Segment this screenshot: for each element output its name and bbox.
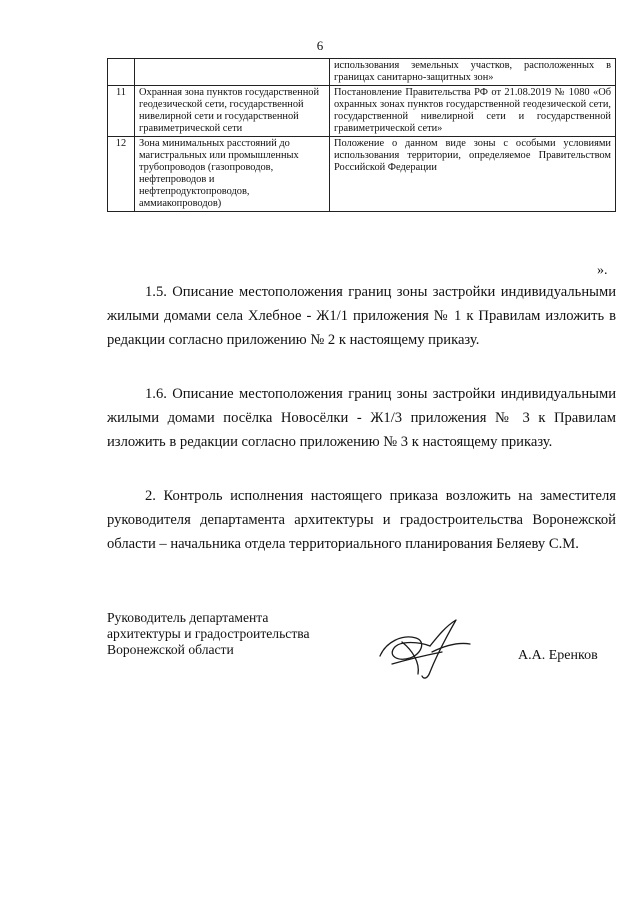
signatory-name: А.А. Еренков [518,648,598,663]
row-number: 11 [108,86,135,137]
paragraph-2-text: 2. Контроль исполнения настоящего приказа возложить на заместителя руководителя департамента архитектуры и градостроительства Воронежской области – начальника отдела территориального планирования Беляеву С.М. [107,488,616,552]
legal-basis-text: Постановление Правительства РФ от 21.08.2019 № 1080 «Об охранных зонах пунктов государственной геодезической сети, государственной нивелирной сети и государственной гравиметрической сети» [334,87,611,134]
zones-table [107,58,616,212]
legal-basis-text: использования земельных участков, расположенных в границах санитарно-защитных зон» [334,60,611,83]
row-number [108,59,135,86]
zone-name-cell: Охранная зона пунктов государственной геодезической сети, государственной нивелирной сети и государственной гравиметрической сети [135,86,330,137]
table-row [108,59,616,86]
legal-basis-cell [330,137,616,212]
signatory-position-line: Руководитель департамента [107,610,269,625]
paragraph-1-5-text: 1.5. Описание местоположения границ зоны застройки индивидуальными жилыми домами села Хлебное - Ж1/1 приложения № 1 к Правилам изложить в редакции согласно приложению № 2 к настоящему приказу. [107,284,616,348]
paragraph-1-5 [107,280,616,352]
closing-quote: ». [597,263,608,278]
paragraph-1-6-text: 1.6. Описание местоположения границ зоны застройки индивидуальными жилыми домами посёлка Новосёлки - Ж1/3 приложения № 3 к Правилам изложить в редакции согласно приложению № 3 к настоящему приказу. [107,386,616,450]
legal-basis-text: Положение о данном виде зоны с особыми условиями использования территории, определяемое Правительством Российской Федерации [334,138,611,173]
legal-basis-cell [330,86,616,137]
row-number: 12 [108,137,135,212]
table-row [108,86,616,137]
signatory-position-line: Воронежской области [107,642,234,657]
legal-basis-cell [330,59,616,86]
signatory-position [107,610,310,658]
table-row [108,137,616,212]
page-number: 6 [316,38,324,53]
zone-name-cell: Зона минимальных расстояний до магистральных или промышленных трубопроводов (газопроводов, нефтепроводов и нефтепродуктопроводов, аммиакопроводов) [135,137,330,212]
signatory-position-line: архитектуры и градостроительства [107,626,310,641]
handwritten-signature [372,612,476,684]
paragraph-1-6 [107,382,616,454]
zone-name-cell [135,59,330,86]
paragraph-2 [107,484,616,556]
